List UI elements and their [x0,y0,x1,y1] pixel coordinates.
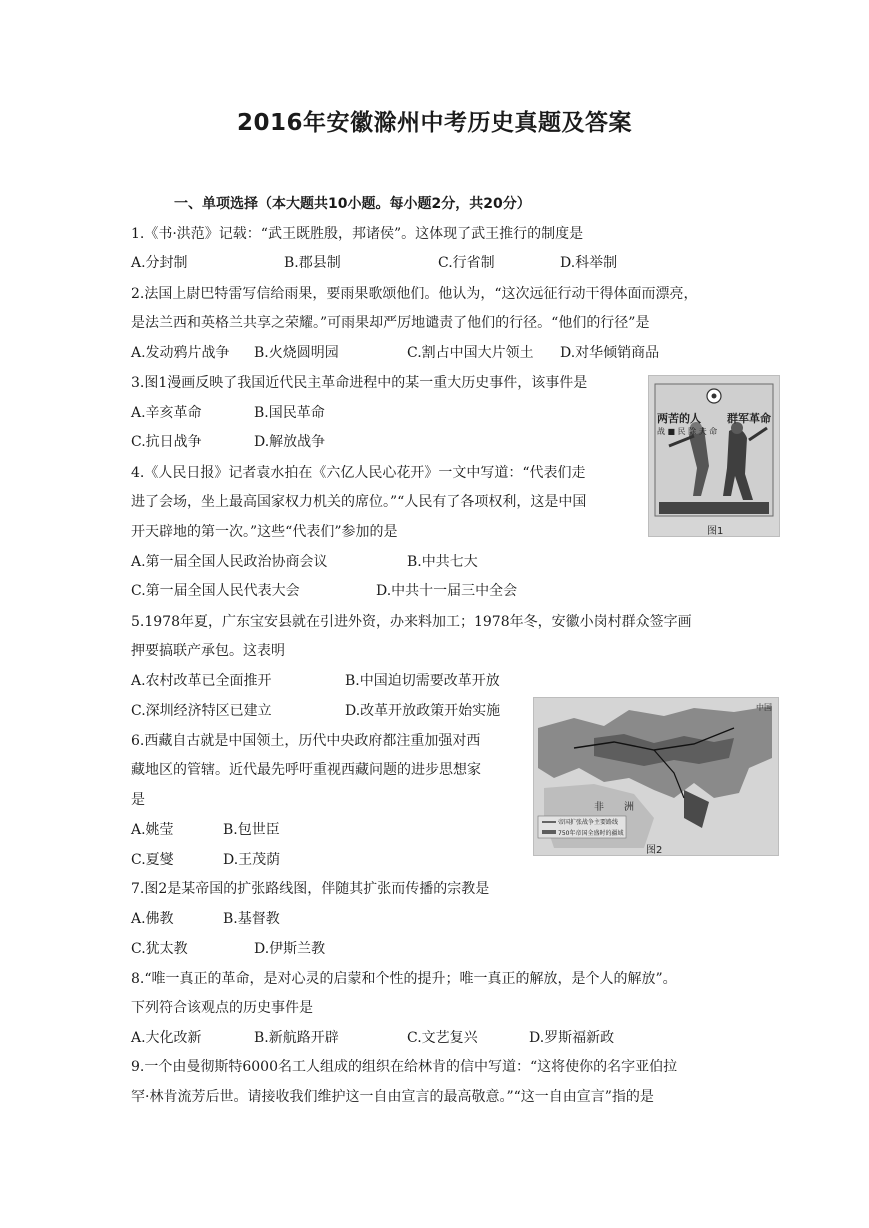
q4-option-d: D.中共十一届三中全会 [376,583,518,599]
q5-option-c: C.深圳经济特区已建立 [131,703,272,719]
question-2-text: 是法兰西和英格兰共享之荣耀。”可雨果却严厉地谴责了他们的行径。“他们的行径”是 [131,315,650,331]
figure-2-caption: 图2 [646,845,663,856]
q1-option-b: B.郡县制 [284,255,341,271]
question-9-text: 9.一个由曼彻斯特6000名工人组成的组织在给林肯的信中写道：“这将使你的名字亚伯拉 [131,1059,678,1075]
question-4-text: 进了会场，坐上最高国家权力机关的席位。”“人民有了各项权利，这是中国 [131,494,587,510]
q3-option-d: D.解放战争 [254,434,326,450]
question-5-text: 押要搞联产承包。这表明 [131,643,285,659]
q7-option-c: C.犹太教 [131,941,188,957]
question-9-text: 罕·林肯流芳后世。请接收我们维护这一自由宣言的最高敬意。”“这一自由宣言”指的是 [131,1089,654,1105]
question-8-text: 下列符合该观点的历史事件是 [131,1000,313,1016]
figure-1-banner-left: 两苦的人 [657,412,701,425]
q8-option-b: B.新航路开辟 [254,1030,339,1046]
map-label-africa: 非 洲 [594,802,634,813]
q6-option-a: A.姚莹 [131,822,174,838]
map-legend-territory: 750年帝国全盛时的疆域 [558,830,624,837]
figure-1-banner-right: 群军革命 [727,412,771,425]
cartoon-illustration [649,376,779,536]
q3-option-b: B.国民革命 [254,405,325,421]
q8-option-c: C.文艺复兴 [407,1030,478,1046]
q5-option-d: D.改革开放政策开始实施 [345,703,501,719]
q6-option-c: C.夏燮 [131,852,174,868]
figure-1-side-text: 战 ■ 民 除 夫 命 [657,427,718,436]
q2-option-a: A.发动鸦片战争 [131,345,230,361]
q1-option-d: D.科举制 [560,255,618,271]
q2-option-d: D.对华倾销商品 [560,345,660,361]
q6-option-d: D.王茂荫 [223,852,281,868]
figure-1-caption: 图1 [707,526,724,537]
question-7-text: 7.图2是某帝国的扩张路线图，伴随其扩张而传播的宗教是 [131,881,490,897]
document-title: 2016年安徽滁州中考历史真题及答案 [236,110,632,136]
q4-option-a: A.第一届全国人民政治协商会议 [131,554,328,570]
figure-2-map [533,697,779,856]
q4-option-c: C.第一届全国人民代表大会 [131,583,300,599]
section-heading: 一、单项选择（本大题共10小题。每小题2分，共20分） [174,196,531,212]
q1-option-a: A.分封制 [131,255,188,271]
question-1-text: 1.《书·洪范》记载：“武王既胜殷，邦诸侯”。这体现了武王推行的制度是 [131,226,584,242]
question-6-text: 6.西藏自古就是中国领土，历代中央政府都注重加强对西 [131,733,481,749]
q5-option-b: B.中国迫切需要改革开放 [345,673,500,689]
q2-option-c: C.割占中国大片领土 [407,345,534,361]
question-3-text: 3.图1漫画反映了我国近代民主革命进程中的某一重大历史事件，该事件是 [131,375,588,391]
q5-option-a: A.农村改革已全面推开 [131,673,272,689]
q7-option-b: B.基督教 [223,911,280,927]
q3-option-a: A.辛亥革命 [131,405,202,421]
question-5-text: 5.1978年夏，广东宝安县就在引进外资，办来料加工；1978年冬，安徽小岗村群众签字画 [131,614,692,630]
q6-option-b: B.包世臣 [223,822,280,838]
q7-option-d: D.伊斯兰教 [254,941,326,957]
map-label-china: 中国 [756,703,772,712]
question-6-text: 藏地区的管辖。近代最先呼吁重视西藏问题的进步思想家 [131,762,481,778]
question-4-text: 开天辟地的第一次。”这些“代表们”参加的是 [131,524,398,540]
q8-option-a: A.大化改新 [131,1030,202,1046]
q1-option-c: C.行省制 [438,255,495,271]
question-6-text: 是 [131,792,145,808]
question-2-text: 2.法国上尉巴特雷写信给雨果，要雨果歌颂他们。他认为，“这次远征行动干得体面而漂亮， [131,286,698,302]
figure-1-cartoon [648,375,780,537]
q7-option-a: A.佛教 [131,911,174,927]
q2-option-b: B.火烧圆明园 [254,345,339,361]
q3-option-c: C.抗日战争 [131,434,202,450]
q4-option-b: B.中共七大 [407,554,478,570]
map-legend-routes: 帝国扩张战争主要路线 [558,819,619,826]
question-4-text: 4.《人民日报》记者袁水拍在《六亿人民心花开》一文中写道：“代表们走 [131,465,586,481]
q8-option-d: D.罗斯福新政 [529,1030,615,1046]
question-8-text: 8.“唯一真正的革命，是对心灵的启蒙和个性的提升；唯一真正的解放，是个人的解放”。 [131,971,677,987]
